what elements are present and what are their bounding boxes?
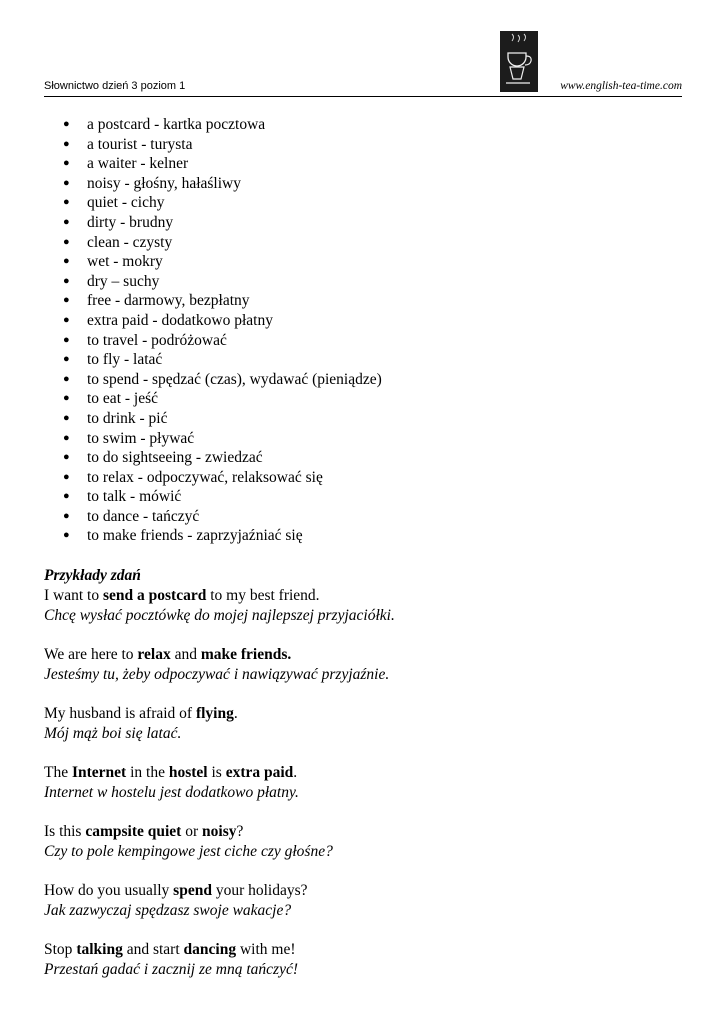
vocabulary-text: to relax - odpoczywać, relaksować się [87, 468, 323, 486]
header-website: www.english-tea-time.com [560, 80, 682, 92]
vocabulary-item [63, 233, 382, 253]
vocabulary-item [63, 389, 382, 409]
sentence-fragment: My husband is afraid of [44, 705, 196, 722]
highlighted-vocabulary: hostel [168, 764, 208, 781]
vocabulary-text: a waiter - kelner [87, 155, 189, 173]
vocabulary-item [63, 115, 382, 135]
sentence-fragment: ? [236, 823, 244, 840]
vocabulary-item [63, 193, 382, 213]
highlighted-vocabulary: Internet [71, 764, 127, 781]
sentence-fragment: Is this [44, 823, 86, 840]
bullet-icon: ● [63, 235, 70, 248]
example-spacer [44, 862, 684, 881]
example-polish-translation: Jesteśmy tu, żeby odpoczywać i nawiązywać przyjaźnie. [44, 666, 390, 683]
vocabulary-item [63, 507, 382, 527]
bullet-icon: ● [63, 529, 70, 542]
vocabulary-item [63, 272, 382, 292]
bullet-icon: ● [63, 215, 70, 228]
bullet-icon: ● [63, 196, 70, 209]
bullet-icon: ● [63, 392, 70, 405]
vocabulary-text: a postcard - kartka pocztowa [87, 116, 266, 133]
highlighted-vocabulary: relax [137, 646, 171, 663]
examples-section [44, 566, 684, 980]
tea-cup-logo [500, 31, 538, 92]
vocabulary-list [63, 115, 382, 546]
sentence-fragment: is [207, 764, 226, 781]
bullet-icon: ● [63, 118, 70, 130]
highlighted-vocabulary: noisy [202, 823, 237, 840]
example-sentence [44, 763, 684, 803]
example-spacer [44, 803, 684, 822]
example-polish-translation: Czy to pole kempingowe jest ciche czy głośne? [44, 843, 333, 860]
sentence-fragment: your holidays? [211, 882, 308, 899]
example-polish-translation: Przestań gadać i zacznij ze mną tańczyć! [44, 961, 298, 978]
vocabulary-text: clean - czysty [87, 233, 173, 251]
vocabulary-item [63, 429, 382, 449]
vocabulary-item [63, 135, 382, 155]
vocabulary-text: a tourist - turysta [87, 135, 193, 153]
vocabulary-text: to travel - podróżować [87, 331, 227, 349]
highlighted-vocabulary: send a postcard [102, 587, 207, 604]
vocabulary-text: to fly - latać [87, 351, 163, 369]
bullet-icon: ● [63, 176, 70, 189]
sentence-fragment: . [233, 705, 238, 722]
vocabulary-item [63, 448, 382, 468]
example-polish-translation: Chcę wysłać pocztówkę do mojej najlepszej przyjaciółki. [44, 607, 395, 624]
example-polish-translation: Jak zazwyczaj spędzasz swoje wakacje? [44, 902, 292, 919]
vocabulary-text: wet - mokry [87, 253, 163, 271]
bullet-icon: ● [63, 372, 70, 385]
example-sentence [44, 586, 684, 626]
sentence-fragment: How do you usually [44, 882, 174, 899]
highlighted-vocabulary: dancing [183, 941, 237, 958]
vocabulary-text: to swim - pływać [87, 429, 195, 447]
bullet-icon: ● [63, 137, 70, 150]
example-sentence [44, 645, 684, 685]
sentence-fragment: We are here to [44, 646, 138, 663]
example-english [44, 645, 684, 665]
sentence-fragment: The [44, 764, 72, 781]
bullet-icon: ● [63, 157, 70, 170]
example-sentence [44, 940, 684, 980]
vocabulary-item [63, 370, 382, 390]
vocabulary-item [63, 350, 382, 370]
example-spacer [44, 626, 684, 645]
vocabulary-text: free - darmowy, bezpłatny [87, 292, 250, 310]
vocabulary-text: to do sightseeing - zwiedzać [87, 449, 263, 467]
vocabulary-item [63, 154, 382, 174]
vocabulary-text: to dance - tańczyć [87, 507, 200, 525]
example-spacer [44, 685, 684, 704]
example-polish-translation: Internet w hostelu jest dodatkowo płatny. [44, 784, 299, 801]
sentence-fragment: to my best friend. [206, 587, 320, 604]
bullet-icon: ● [63, 294, 70, 307]
vocabulary-item [63, 526, 382, 546]
highlighted-vocabulary: make friends. [200, 646, 292, 663]
header-divider [44, 96, 682, 97]
example-english [44, 763, 684, 783]
example-spacer [44, 744, 684, 763]
highlighted-vocabulary: talking [76, 941, 123, 958]
example-english [44, 822, 684, 842]
example-english [44, 586, 684, 606]
vocabulary-text: to eat - jeść [87, 390, 159, 408]
sentence-fragment: I want to [44, 587, 103, 604]
sentence-fragment: with me! [236, 941, 296, 958]
vocabulary-text: to make friends - zaprzyjaźniać się [87, 527, 303, 545]
bullet-icon: ● [63, 411, 70, 424]
example-english [44, 881, 684, 901]
examples-heading: Przykłady zdań [44, 567, 141, 584]
sentence-fragment: or [181, 823, 203, 840]
vocabulary-item [63, 174, 382, 194]
sentence-fragment: . [293, 764, 298, 781]
bullet-icon: ● [63, 353, 70, 366]
vocabulary-item [63, 252, 382, 272]
vocabulary-text: dirty - brudny [87, 213, 174, 231]
highlighted-vocabulary: campsite quiet [85, 823, 182, 840]
example-spacer [44, 921, 684, 940]
sentence-fragment: and start [122, 941, 184, 958]
example-english [44, 704, 684, 724]
vocabulary-text: to talk - mówić [87, 488, 182, 506]
example-english [44, 940, 684, 960]
vocabulary-item [63, 409, 382, 429]
example-sentence [44, 881, 684, 921]
sentence-fragment: Stop [44, 941, 77, 958]
bullet-icon: ● [63, 451, 70, 464]
bullet-icon: ● [63, 255, 70, 268]
highlighted-vocabulary: spend [173, 882, 212, 899]
highlighted-vocabulary: flying [195, 705, 234, 722]
sentence-fragment: in the [126, 764, 169, 781]
vocabulary-item [63, 311, 382, 331]
example-sentence [44, 822, 684, 862]
bullet-icon: ● [63, 509, 70, 522]
vocabulary-item [63, 331, 382, 351]
vocabulary-item [63, 213, 382, 233]
vocabulary-item [63, 291, 382, 311]
vocabulary-text: noisy - głośny, hałaśliwy [87, 174, 241, 192]
bullet-icon: ● [63, 333, 70, 346]
vocabulary-text: to drink - pić [87, 409, 168, 427]
vocabulary-item [63, 468, 382, 488]
vocabulary-text: dry – suchy [87, 272, 160, 290]
bullet-icon: ● [63, 431, 70, 444]
highlighted-vocabulary: extra paid [225, 764, 294, 781]
example-sentence [44, 704, 684, 744]
vocabulary-item [63, 487, 382, 507]
sentence-fragment: and [170, 646, 201, 663]
example-polish-translation: Mój mąż boi się latać. [44, 725, 182, 742]
bullet-icon: ● [63, 490, 70, 503]
vocabulary-text: quiet - cichy [87, 194, 165, 212]
bullet-icon: ● [63, 274, 70, 287]
vocabulary-text: to spend - spędzać (czas), wydawać (pieniądze) [87, 370, 382, 388]
vocabulary-text: extra paid - dodatkowo płatny [87, 311, 273, 329]
bullet-icon: ● [63, 470, 70, 483]
examples-list [44, 586, 684, 980]
bullet-icon: ● [63, 313, 70, 326]
header-title: Słownictwo dzień 3 poziom 1 [44, 80, 186, 92]
